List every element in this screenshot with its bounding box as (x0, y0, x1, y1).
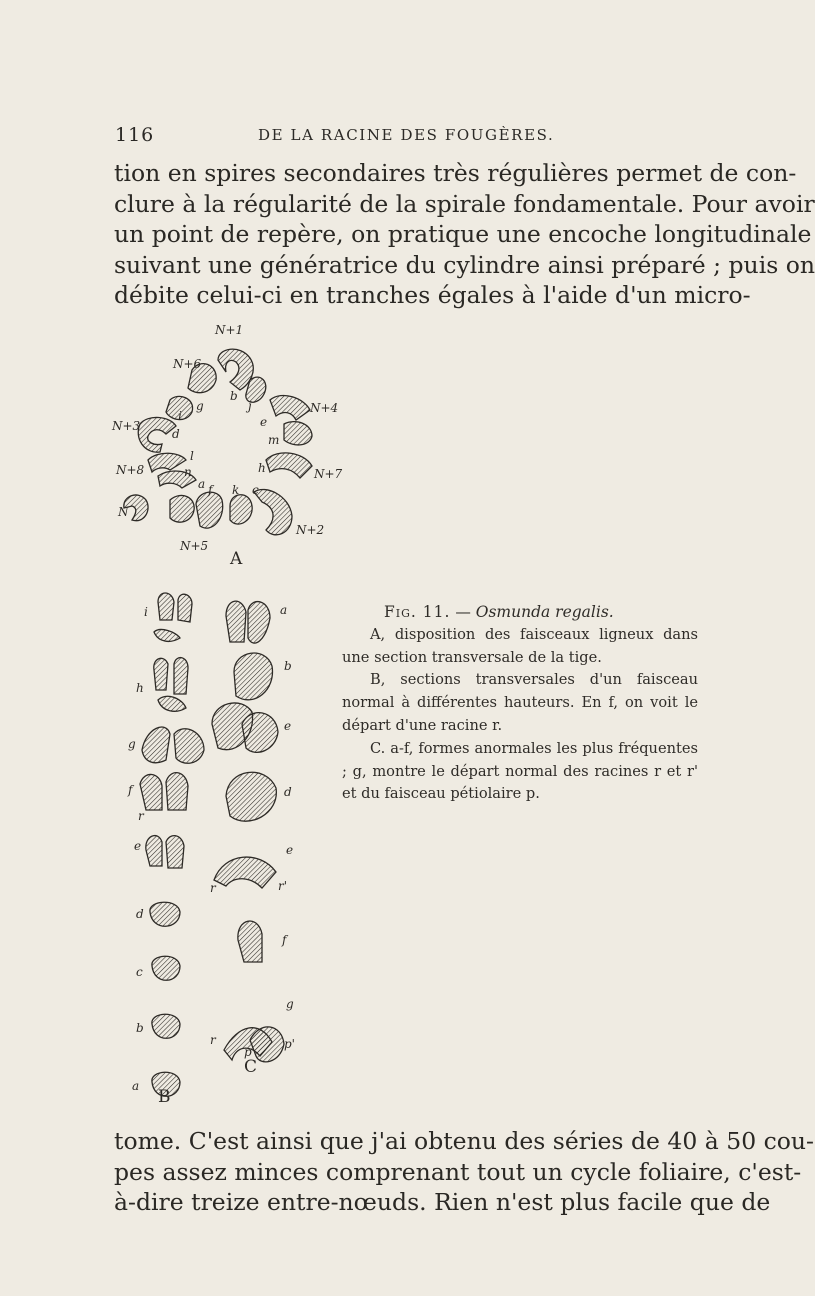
text-line: tion en spires secondaires très régulières permet de con- (114, 159, 797, 187)
figure-osmunda (100, 320, 360, 1110)
label-n: N (118, 505, 129, 519)
caption-para-c: C. a-f, formes anormales les plus fréquentes ; g, montre le départ normal des racines r et r' et du faisceau pétiolaire p. (342, 739, 698, 803)
panel-label-a: A (230, 549, 243, 569)
label-b-i: i (144, 605, 148, 619)
label-c-r2: r' (278, 879, 288, 893)
body-text-bottom (114, 1126, 814, 1218)
label-c-e: e (284, 719, 292, 733)
text-line: pes assez minces comprenant tout un cycle foliaire, c'est- (114, 1157, 802, 1186)
label-n8: N+8 (116, 463, 145, 477)
text-line: suivant une génératrice du cylindre ainsi préparé ; puis on (114, 250, 815, 279)
caption-fig-label: Fig. 11. (384, 603, 451, 621)
label-c-e2: e (286, 843, 294, 857)
label-n1: N+1 (215, 323, 244, 337)
label-a-g: g (196, 399, 204, 413)
label-c-r: r (210, 881, 216, 895)
label-b-g: g (128, 737, 136, 751)
label-c-g: g (286, 997, 294, 1011)
label-a-b: b (230, 389, 238, 403)
running-head: DE LA RACINE DES FOUGÈRES. (258, 126, 555, 144)
label-c-d: d (284, 785, 292, 799)
panel-a-bundles (124, 349, 312, 535)
caption-dash: — (450, 603, 476, 621)
panel-label-c: C (244, 1057, 258, 1077)
panel-c-forms (212, 601, 284, 1062)
label-c-p2: p' (284, 1037, 295, 1051)
caption-species: Osmunda regalis. (475, 603, 614, 621)
label-c-f: f (282, 933, 287, 947)
label-a-k: k (232, 483, 240, 497)
panel-label-b: B (158, 1087, 171, 1107)
label-a-n-lower: n (184, 465, 192, 479)
label-a-j: j (248, 399, 252, 413)
caption-para-a: A, disposition des faisceaux ligneux dans une section transversale de la tige. (342, 625, 698, 666)
label-a-a: a (198, 477, 206, 491)
label-a-m: m (268, 433, 280, 447)
label-b-h: h (136, 681, 144, 695)
label-b-f: f (128, 783, 133, 797)
label-b-a: a (132, 1079, 140, 1093)
label-a-f: f (208, 483, 213, 497)
text-line: tome. C'est ainsi que j'ai obtenu des séries de 40 à 50 cou- (114, 1127, 814, 1155)
label-n2: N+2 (296, 523, 325, 537)
label-a-l: l (190, 449, 194, 463)
text-line: à-dire treize entre-nœuds. Rien n'est plus facile que de (114, 1188, 771, 1216)
text-line: débite celui-ci en tranches égales à l'aide d'un micro- (114, 281, 751, 309)
label-n7: N+7 (314, 467, 343, 481)
label-c-p: p (244, 1045, 252, 1059)
label-n6: N+6 (173, 357, 202, 371)
label-c-r3: r (210, 1033, 216, 1047)
caption-para-b: B, sections transversales d'un faisceau normal à différentes hauteurs. En f, on voit le départ d'une racine r. (342, 671, 698, 734)
label-a-i: i (178, 409, 182, 423)
label-b-r: r (138, 809, 144, 823)
label-a-h: h (258, 461, 266, 475)
label-n5: N+5 (180, 539, 209, 553)
label-n3: N+3 (112, 419, 141, 433)
label-c-b: b (284, 659, 292, 673)
figure-caption (342, 601, 698, 806)
label-b-b: b (136, 1021, 144, 1035)
label-b-c: c (136, 965, 143, 979)
label-a-d: d (172, 427, 180, 441)
label-b-e: e (134, 839, 142, 853)
body-text-top (114, 158, 815, 311)
page-number: 116 (115, 124, 155, 146)
panel-b-sections (140, 593, 204, 1096)
text-line: un point de repère, on pratique une encoche longitudinale (114, 220, 812, 248)
label-b-d: d (136, 907, 144, 921)
label-a-e: e (260, 415, 268, 429)
text-line: clure à la régularité de la spirale fondamentale. Pour avoir (114, 189, 815, 218)
label-n4: N+4 (310, 401, 339, 415)
label-c-a: a (280, 603, 288, 617)
label-a-c: c (252, 483, 259, 497)
